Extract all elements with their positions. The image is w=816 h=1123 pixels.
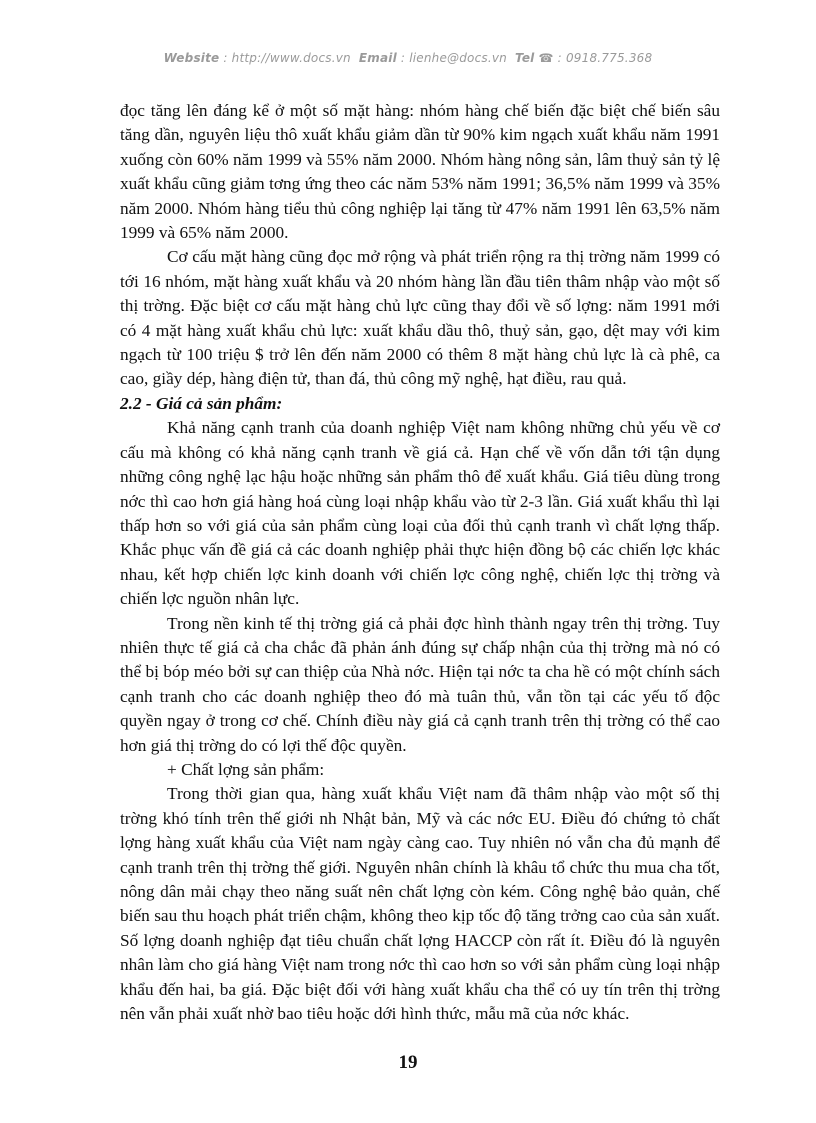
tel-number: 0918.775.368 xyxy=(565,51,653,65)
email-label: Email xyxy=(358,51,397,65)
page-header xyxy=(0,51,816,65)
section-heading: 2.2 - Giá cả sản phẩm: xyxy=(120,393,283,413)
paragraph: Trong nền kinh tế thị trờng giá cả phải đợc hình thành ngay trên thị trờng. Tuy nhiên thực tế giá cả cha chắc đã phản ánh đúng sự chấp nhận của thị trờng mà nó có thể bị bóp méo bởi sự can thiệp của Nhà nớc. Hiện tại nớc ta cha hề có một chính sách cạnh tranh cho các doanh nghiệp theo đó mà tuân thủ, vẫn tồn tại các yếu tố độc quyền ngay ở trong cơ chế. Chính điều này giá cả cạnh tranh trên thị trờng có thể cao hơn giá thị trờng do có lợi thế độc quyền. xyxy=(120,613,720,755)
tel-label: Tel xyxy=(515,51,535,65)
header-separator: : xyxy=(396,51,410,65)
header-separator: : xyxy=(219,51,232,65)
paragraph: đọc tăng lên đáng kể ở một số mặt hàng: nhóm hàng chế biến đặc biệt chế biến sâu tăng dần, nguyên liệu thô xuất khẩu giảm dần từ 90% kim ngạch xuất khẩu năm 1991 xuống còn 60% năm 1999 và 55% năm 2000. Nhóm hàng nông sản, lâm thuỷ sản tỷ lệ xuất khẩu cũng giảm tơng ứng theo các năm 53% năm 1991; 36,5% năm 1999 và 35% năm 2000. Nhóm hàng tiểu thủ công nghiệp lại tăng từ 47% năm 1991 lên 63,5% năm 1999 và 65% năm 2000. xyxy=(120,101,720,243)
page-number: 19 xyxy=(398,1052,418,1073)
email-link[interactable]: lienhe@docs.vn xyxy=(409,51,507,65)
telephone-icon: ☎ xyxy=(538,51,554,65)
paragraph: Cơ cấu mặt hàng cũng đọc mở rộng và phát triển rộng ra thị trờng năm 1999 có tới 16 nhóm, mặt hàng xuất khẩu và 20 nhóm hàng lần đầu tiên thâm nhập vào một số thị trờng. Đặc biệt cơ cấu mặt hàng chủ lực cũng thay đổi về số lợng: năm 1991 mới có 4 mặt hàng xuất khẩu chủ lực: xuất khẩu dầu thô, thuỷ sản, gạo, dệt may với kim ngạch từ 100 triệu $ trở lên đến năm 2000 có thêm 8 mặt hàng chủ lực là cà phê, ca cao, giầy dép, hàng điện tử, than đá, thủ công mỹ nghệ, hạt điều, rau quả. xyxy=(120,247,720,389)
subsection-heading: + Chất lợng sản phẩm: xyxy=(167,759,325,779)
website-label: Website xyxy=(163,51,220,65)
document-body xyxy=(120,99,720,1026)
paragraph: Trong thời gian qua, hàng xuất khẩu Việt nam đã thâm nhập vào một số thị trờng khó tính trên thế giới nh Nhật bản, Mỹ và các nớc EU. Điều đó chứng tỏ chất lợng hàng xuất khẩu của Việt nam ngày càng cao. Tuy nhiên nó vẫn cha đủ mạnh để cạnh tranh trên thị trờng thế giới. Nguyên nhân chính là khâu tổ chức thu mua cha tốt, nông dân mải chạy theo năng suất nên chất lợng còn kém. Công nghệ bảo quản, chế biến sau thu hoạch phát triển chậm, không theo kịp tốc độ tăng trởng cao của sản xuất. Số lợng doanh nghiệp đạt tiêu chuẩn chất lợng HACCP còn rất ít. Điều đó là nguyên nhân làm cho giá hàng Việt nam trong nớc thì cao hơn so với sản phẩm cùng loại nhập khẩu đến hai, ba giá. Đặc biệt đối với hàng xuất khẩu cha thể có uy tín trên thị trờng nên vẫn phải xuất nhờ bao tiêu hoặc dới hình thức, mẫu mã của nớc khác. xyxy=(120,784,720,1024)
header-separator: : xyxy=(553,51,566,65)
paragraph: Khả năng cạnh tranh của doanh nghiệp Việt nam không những chủ yếu về cơ cấu mà không có khả năng cạnh tranh về giá cả. Hạn chế về vốn dẫn tới tận dụng những công nghệ lạc hậu hoặc những sản phẩm thô để xuất khẩu. Giá tiêu dùng trong nớc thì cao hơn giá hàng hoá cùng loại nhập khẩu vào từ 2-3 lần. Giá xuất khẩu thì lại thấp hơn so với giá của sản phẩm cùng loại của đối thủ cạnh tranh vì chất lợng thấp. Khắc phục vấn đề giá cả các doanh nghiệp phải thực hiện đồng bộ các chiến lợc khác nhau, kết hợp chiến lợc kinh doanh với chiến lợc công nghệ, chiến lợc thị trờng và chiến lợc nguồn nhân lực. xyxy=(120,418,720,609)
website-link[interactable]: http://www.docs.vn xyxy=(231,51,351,65)
